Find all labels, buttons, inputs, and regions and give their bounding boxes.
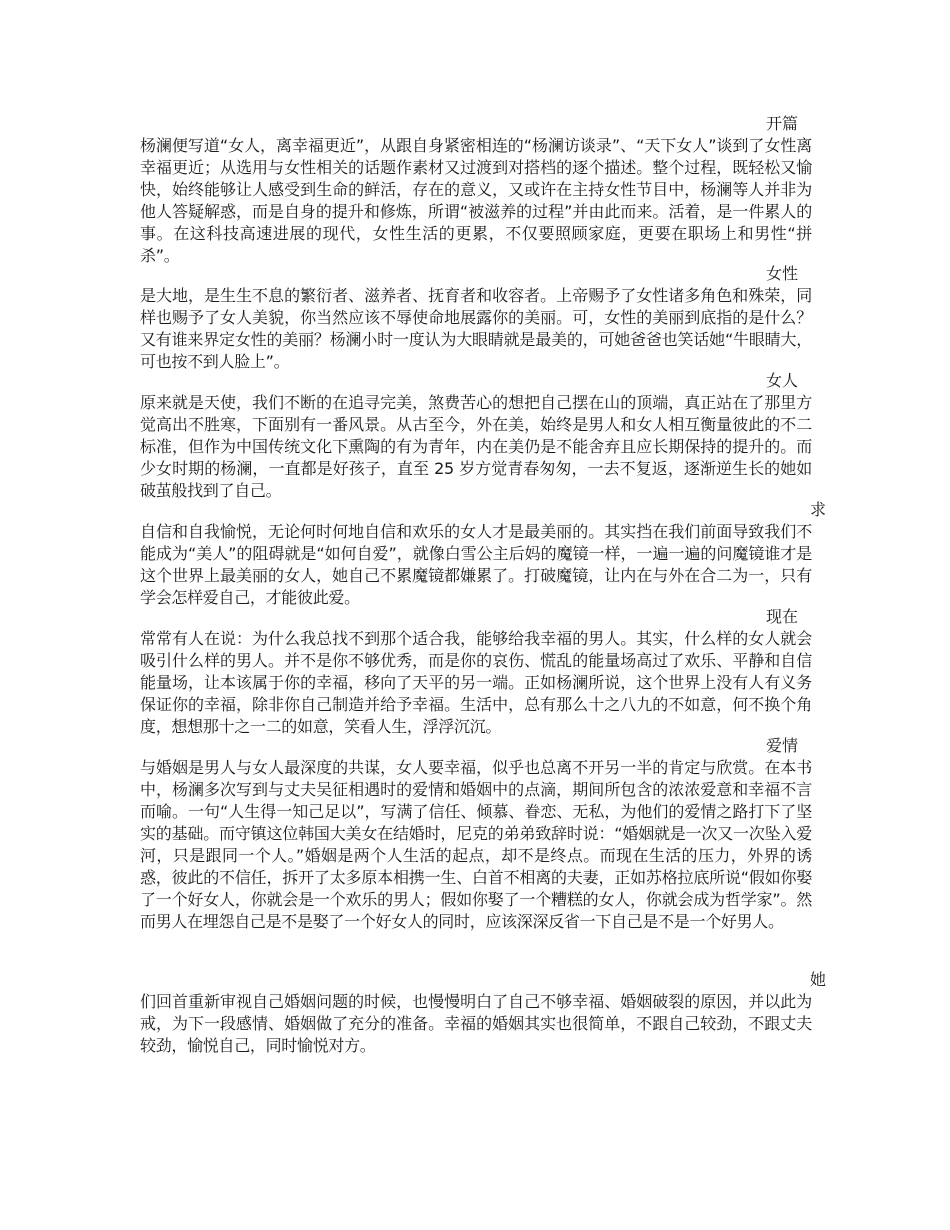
section-paragraph-qiu: 自信和自我愉悦，无论何时何地自信和欢乐的女人才是最美丽的。其实挡在我们前面导致我们不能成为“美人”的阻碍就是“如何自爱”，就像白雪公主后妈的魔镜一样，一遍一遍的问魔镜谁才是这个世界上最美丽的女人，她自己不累魔镜都嫌累了。打破魔镜，让内在与外在合二为一，只有学会怎样爱自己，才能彼此爱。 bbox=[140, 522, 812, 607]
section-heading-nvren: 女人 bbox=[766, 371, 799, 390]
section-heading-xianzai: 现在 bbox=[766, 607, 799, 626]
section-heading-ta: 她 bbox=[810, 970, 827, 989]
section-paragraph-ta: 们回首重新审视自己婚姻问题的时候，也慢慢明白了自己不够幸福、婚姻破裂的原因，并以此为戒，为下一段感情、婚姻做了充分的准备。幸福的婚姻其实也很简单，不跟自己较劲，不跟丈夫较劲，愉悦自己，同时愉悦对方。 bbox=[140, 992, 812, 1055]
section-heading-nvxing: 女性 bbox=[766, 264, 799, 283]
section-heading-kaipian: 开篇 bbox=[766, 114, 799, 133]
section-heading-qiu: 求 bbox=[810, 500, 827, 519]
section-paragraph-xianzai: 常常有人在说：为什么我总找不到那个适合我，能够给我幸福的男人。其实，什么样的女人就会吸引什么样的男人。并不是你不够优秀，而是你的哀伤、慌乱的能量场高过了欢乐、平静和自信能量场，让本该属于你的幸福，移向了天平的另一端。正如杨澜所说，这个世界上没有人有义务保证你的幸福，除非你自己制造并给予幸福。生活中，总有那么十之八九的不如意，何不换个角度，想想那十之一二的如意，笑看人生，浮浮沉沉。 bbox=[140, 629, 812, 736]
section-paragraph-nvren: 原来就是天使，我们不断的在追寻完美，煞费苦心的想把自己摆在山的顶端，真正站在了那里方觉高出不胜寒，下面别有一番风景。从古至今，外在美，始终是男人和女人相互衡量彼此的不二标准，但作为中国传统文化下熏陶的有为青年，内在美仍是不能舍弃且应长期保持的提升的。而少女时期的杨澜，一直都是好孩子，直至 25 岁方觉青春匆匆，一去不复返，逐渐逆生长的她如破茧般找到了自己。 bbox=[140, 393, 812, 500]
section-paragraph-aiqing: 与婚姻是男人与女人最深度的共谋，女人要幸福，似乎也总离不开另一半的肯定与欣赏。在本书中，杨澜多次写到与丈夫吴征相遇时的爱情和婚姻中的点滴，期间所包含的浓浓爱意和幸福不言而喻。一句“人生得一知己足以”，写满了信任、倾慕、眷恋、无私，为他们的爱情之路打下了坚实的基础。而守镇这位韩国大美女在结婚时，尼克的弟弟致辞时说：“婚姻就是一次又一次坠入爱河，只是跟同一个人。”婚姻是两个人生活的起点，却不是终点。而现在生活的压力，外界的诱惑，彼此的不信任，拆开了太多原本相携一生、白首不相离的夫妻，正如苏格拉底所说“假如你娶了一个好女人，你就会是一个欢乐的男人；假如你娶了一个糟糕的女人，你就会成为哲学家”。然而男人在埋怨自己是不是娶了一个好女人的同时，应该深深反省一下自己是不是一个好男人。 bbox=[140, 758, 812, 931]
section-heading-aiqing: 爱情 bbox=[766, 736, 799, 755]
section-paragraph-kaipian: 杨澜便写道“女人，离幸福更近”，从跟自身紧密相连的“杨澜访谈录”、“天下女人”谈到了女性离幸福更近；从选用与女性相关的话题作素材又过渡到对搭档的逐个描述。整个过程，既轻松又愉快，始终能够让人感受到生命的鲜活，存在的意义，又或许在主持女性节目中，杨澜等人并非为他人答疑解惑，而是自身的提升和修炼，所谓“被滋养的过程”并由此而来。活着，是一件累人的事。在这科技高速进展的现代，女性生活的更累，不仅要照顾家庭，更要在职场上和男性“拼杀”。 bbox=[140, 136, 812, 265]
section-paragraph-nvxing: 是大地，是生生不息的繁衍者、滋养者、抚育者和收容者。上帝赐予了女性诸多角色和殊荣，同样也赐予了女人美貌，你当然应该不辱使命地展露你的美丽。可，女性的美丽到底指的是什么？又有谁来界定女性的美丽？杨澜小时一度认为大眼睛就是最美的，可她爸爸也笑话她“牛眼睛大，可也按不到人脸上”。 bbox=[140, 286, 812, 371]
